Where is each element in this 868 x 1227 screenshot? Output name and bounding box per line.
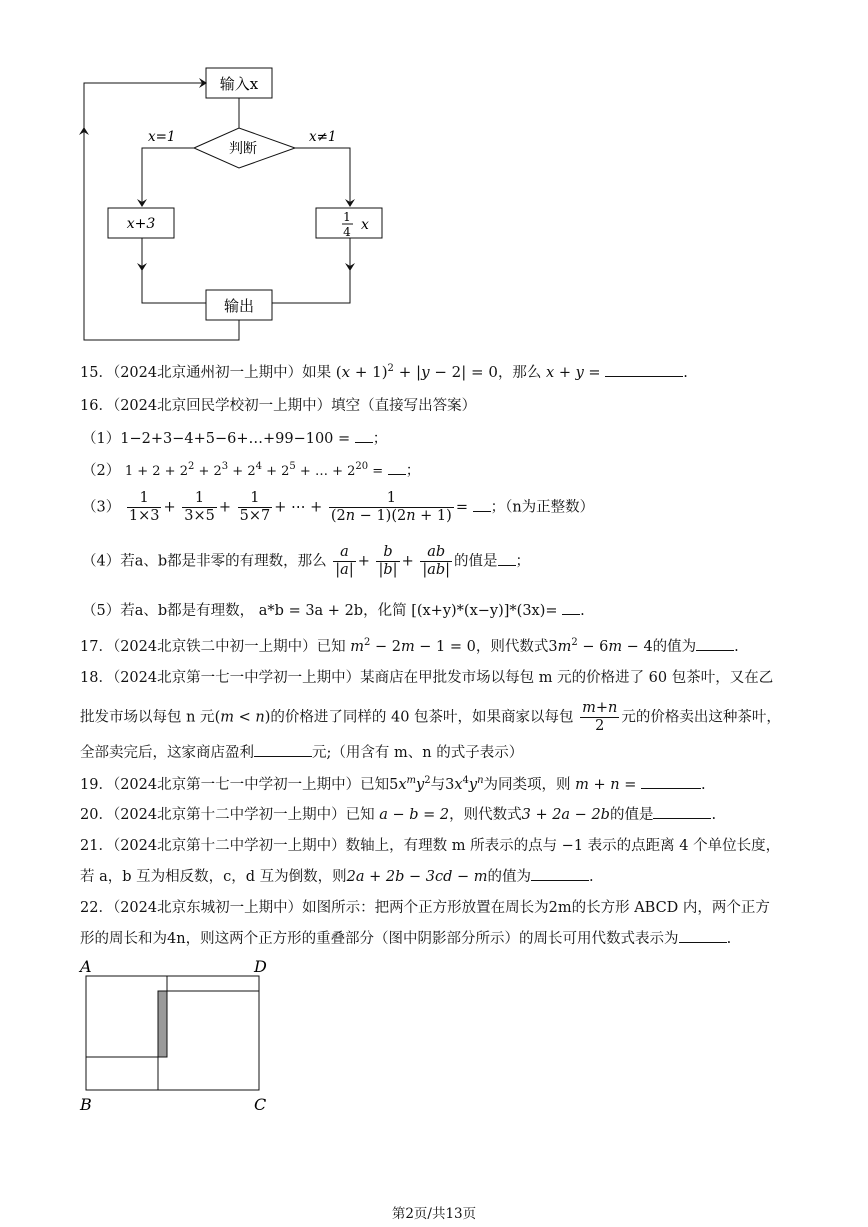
q16-frac-2: $\frac{1}{3\times 5}$ — [184, 490, 215, 524]
q16-p3-label: （3） — [82, 499, 121, 516]
question-19: 19．（2024北京第一七一中学初一上期中）已知$5x^my^2$与$3x^4y^n$为同类项，则 m + n = . — [80, 775, 706, 793]
question-18 — [80, 668, 773, 688]
q16-frac-1: $\frac{1}{1\times 3}$ — [128, 490, 160, 524]
input-label: 输入x — [219, 75, 259, 93]
page-footer: 第2页/共13页 — [391, 1206, 477, 1222]
q21-line1: 数轴上，有理数 m 所表示的点与 −1 表示的点距离 4 个单位长度， — [345, 838, 781, 854]
q19-text: 已知 — [360, 777, 390, 793]
q16-p1-expr: 1−2+3−4+5−6+…+99−100 = — [120, 431, 351, 447]
output-label: 输出 — [223, 297, 255, 315]
q17-number: 17． — [80, 639, 113, 655]
q22-number: 22． — [80, 900, 113, 916]
q19-text2: 与 — [430, 777, 446, 793]
q17-text2: ，则代数式 — [475, 639, 549, 655]
q17-given: $m^2 - 2m - 1 = 0$ — [350, 637, 476, 655]
q17-text: 已知 — [316, 639, 346, 655]
overlap-shaded — [158, 991, 167, 1057]
q16-p4-label: （4） — [82, 553, 121, 570]
q22-blank[interactable] — [679, 928, 727, 943]
q16-title: 填空（直接写出答案） — [331, 398, 477, 414]
q18-frac: $\frac{m+n}{2}$ — [582, 700, 618, 734]
left-box-label: x+3 — [126, 216, 156, 232]
q18-line3a: 全部卖完后，这家商店盈利 — [80, 745, 254, 761]
q15-source: （2024北京通州初一上期中） — [112, 365, 303, 381]
label-B: B — [80, 1095, 92, 1114]
label-D: D — [254, 957, 267, 976]
q19-text3: 为同类项，则 — [483, 777, 571, 793]
label-C: C — [254, 1095, 267, 1114]
q17-expr: $3m^2 - 6m - 4$ — [548, 637, 653, 655]
q16-part3: （3） $\frac{1}{1\times 3}$ + $\frac{1}{3\times 5}$ + $\frac{1}{5\times 7}$ + ⋯ + $\frac{1}{(2n - 1)(2n + 1)}$ = ；（n为正整数） — [82, 490, 595, 524]
q18-line2b: 的价格进了同样的 40 包茶叶，如果商家以每包 — [270, 709, 574, 726]
q15-answer-blank[interactable] — [605, 362, 683, 377]
q16-p5-expr: [(x+y)*(x−y)]*(3x)= — [411, 603, 558, 619]
q22-line2-text: 形的周长和为4n，则这两个正方形的重叠部分（图中阴影部分所示）的周长可用代数式表示为 — [80, 931, 679, 947]
q21-blank[interactable] — [531, 866, 589, 881]
question-17: 17．（2024北京铁二中初一上期中）已知 $m^2 - 2m - 1 = 0$，则代数式$3m^2 - 6m - 4$的值为 . — [80, 637, 739, 655]
q16-p1-blank[interactable] — [355, 428, 373, 443]
q21-number: 21． — [80, 838, 113, 854]
q18-line1: 某商店在甲批发市场以每包 m 元的价格进了 60 包茶叶，又在乙 — [360, 670, 774, 686]
right-box-frac-num: 1 — [343, 210, 351, 224]
q16-p5-text: 若a、b都是有理数， — [120, 603, 255, 619]
q16-p2-blank[interactable] — [388, 460, 406, 475]
q15-expr: $(x + 1)^2 + |y - 2| = 0$ — [335, 363, 498, 381]
square-right — [158, 991, 259, 1090]
q20-expr1: a − b = 2 — [379, 807, 450, 823]
q22-line2: 形的周长和为4n，则这两个正方形的重叠部分（图中阴影部分所示）的周长可用代数式表示为 . — [80, 928, 731, 949]
q16-p2-expr: $1 + 2 + 2^2 + 2^3 + 2^4 + 2^5$ + … + $2^{20}$ = — [124, 461, 384, 479]
right-box-frac-den: 4 — [343, 225, 351, 239]
q20-blank[interactable] — [653, 804, 711, 819]
q16-p4-text2: 的值是 — [454, 553, 498, 570]
question-15: 15．（2024北京通州初一上期中）如果 $(x + 1)^2 + |y - 2| = 0$，那么 x + y = . — [80, 363, 688, 381]
flowchart — [70, 58, 400, 350]
q21-expr: 2a + 2b − 3cd − m — [346, 869, 488, 885]
q19-term2: $3x^4y^n$ — [445, 775, 484, 793]
q15-answer-expr: x + y = — [546, 365, 601, 381]
q17-blank[interactable] — [696, 636, 734, 651]
q16-frac-3: $\frac{1}{5\times 7}$ — [239, 490, 271, 524]
right-condition: x≠1 — [309, 129, 337, 145]
q21-source: （2024北京第十二中学初一上期中） — [112, 838, 346, 854]
q21-line2a: 若 a，b 互为相反数，c，d 互为倒数，则 — [80, 869, 347, 885]
q19-expr: m + n = — [575, 777, 637, 793]
question-20: 20．（2024北京第十二中学初一上期中）已知 a − b = 2，则代数式3 + 2a − 2b的值是 . — [80, 804, 716, 825]
q18-line2 — [80, 700, 781, 735]
q18-source: （2024北京第一七一中学初一上期中） — [112, 670, 361, 686]
q16-p5-text2: a*b = 3a + 2b，化简 — [258, 603, 407, 619]
q16-p1-label: （1） — [82, 431, 121, 447]
q16-part1: （1）1−2+3−4+5−6+…+99−100 = ； — [82, 428, 387, 449]
q18-line2a: 批发市场以每包 n 元 — [80, 709, 215, 726]
q18-line3b: 元;（用含有 m、n 的式子表示） — [312, 745, 524, 761]
q18-line3 — [80, 742, 523, 763]
q16-p4-blank[interactable] — [498, 551, 516, 566]
q19-term1: $5x^my^2$ — [389, 775, 431, 793]
right-box-var: x — [361, 217, 369, 233]
q20-number: 20． — [80, 807, 113, 823]
q16-p4-text: 若a、b都是非零的有理数，那么 — [120, 553, 327, 570]
q16-p3-note: （n为正整数） — [505, 499, 595, 516]
q16-part5: （5）若a、b都是有理数， a*b = 3a + 2b，化简 [(x+y)*(x−y)]*(3x)= . — [82, 600, 585, 621]
label-A: A — [80, 957, 92, 976]
q16-p3-blank[interactable] — [473, 497, 491, 512]
q20-text: 已知 — [345, 807, 375, 823]
q18-number: 18． — [80, 670, 113, 686]
q16-p5-blank[interactable] — [562, 600, 580, 615]
q20-expr2: 3 + 2a − 2b — [521, 807, 610, 823]
q16-number: 16． — [80, 398, 113, 414]
q16-part2: （2） $1 + 2 + 2^2 + 2^3 + 2^4 + 2^5$ + … + $2^{20}$ = ； — [82, 461, 421, 479]
q21-line2: 若 a，b 互为相反数，c，d 互为倒数，则2a + 2b − 3cd − m的值为 . — [80, 866, 594, 887]
question-22 — [80, 898, 770, 918]
q20-source: （2024北京第十二中学初一上期中） — [112, 807, 346, 823]
q22-line1: 如图所示：把两个正方形放置在周长为2m的长方形 ABCD 内，两个正方 — [302, 900, 770, 916]
q21-line2b: 的值为 — [487, 869, 532, 885]
square-left — [86, 976, 167, 1057]
q17-source: （2024北京铁二中初一上期中） — [112, 639, 317, 655]
rect-abcd — [86, 976, 259, 1090]
q19-number: 19． — [80, 777, 113, 793]
question-16 — [80, 396, 476, 416]
q18-line2c: 元的价格卖出这种茶叶， — [621, 709, 781, 726]
q19-source: （2024北京第一七一中学初一上期中） — [112, 777, 361, 793]
q15-number: 15． — [80, 365, 113, 381]
q18-cond: (m < n) — [214, 709, 271, 726]
q16-p4-frac-b: $\frac{b}{|b|}$ — [378, 544, 398, 578]
rectangle-figure — [76, 956, 286, 1116]
q16-p2-label: （2） — [82, 463, 121, 479]
q16-p4-frac-a: $\frac{a}{|a|}$ — [335, 544, 354, 578]
q16-source: （2024北京回民学校初一上期中） — [112, 398, 332, 414]
q20-text3: 的值是 — [609, 807, 654, 823]
q16-p4-frac-ab: $\frac{ab}{|ab|}$ — [422, 544, 451, 578]
q18-blank[interactable] — [254, 742, 312, 757]
q16-p5-label: （5） — [82, 603, 121, 619]
q15-text: 如果 — [302, 365, 332, 381]
q20-text2: ，则代数式 — [449, 807, 522, 823]
q22-source: （2024北京东城初一上期中） — [112, 900, 303, 916]
decision-label: 判断 — [229, 141, 257, 157]
q19-blank[interactable] — [641, 774, 701, 789]
q17-text3: 的值为 — [652, 639, 697, 655]
q15-text2: ，那么 — [497, 365, 542, 381]
question-21 — [80, 836, 780, 856]
q16-part4: （4）若a、b都是非零的有理数，那么 $\frac{a}{|a|}$ + $\frac{b}{|b|}$ + $\frac{ab}{|ab|}$ 的值是 ； — [82, 544, 531, 578]
left-condition: x=1 — [148, 129, 176, 145]
q16-frac-n: $\frac{1}{(2n - 1)(2n + 1)}$ — [330, 490, 452, 524]
